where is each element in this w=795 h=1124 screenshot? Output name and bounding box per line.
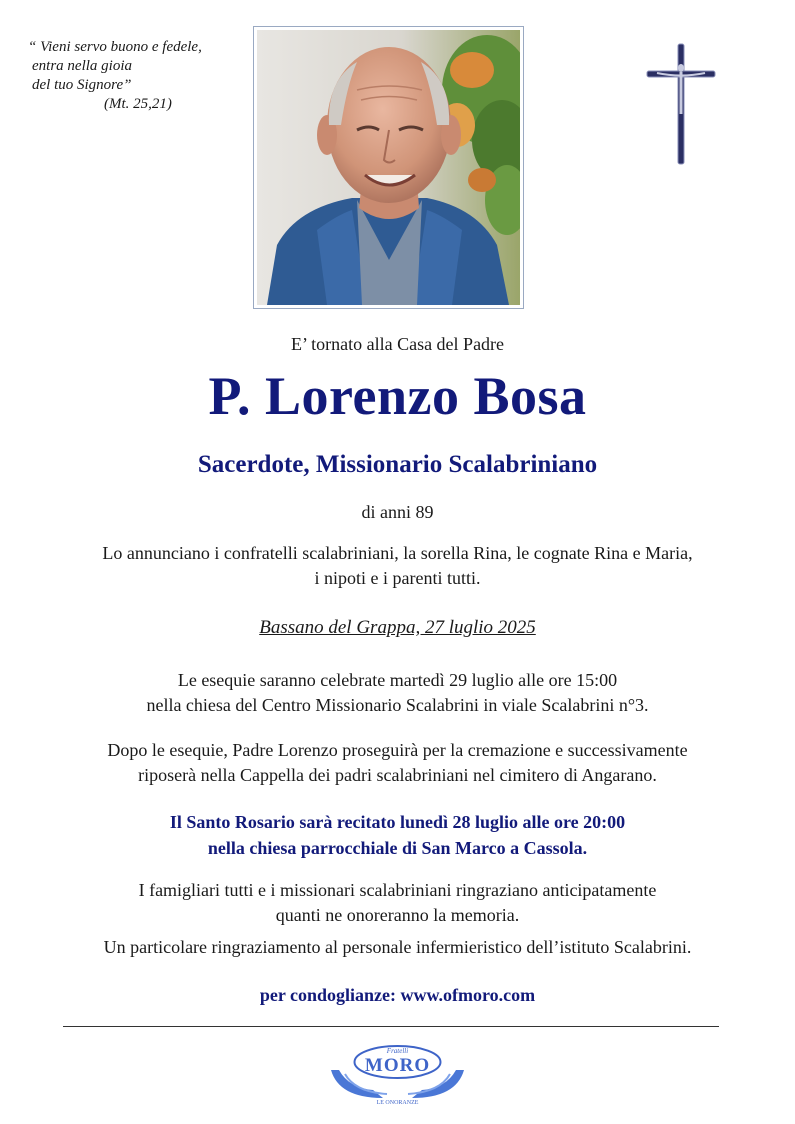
portrait-frame (253, 26, 524, 309)
deceased-role: Sacerdote, Missionario Scalabriniano (197, 451, 598, 478)
company-logo (325, 1040, 470, 1106)
logo-bottom-text: LE ONORANZE (376, 1100, 419, 1106)
burial-line-1: Dopo le esequie, Padre Lorenzo proseguirà per la cremazione e successivamente (107, 740, 688, 760)
rosary-line-2: nella chiesa parrocchiale di San Marco a Cassola. (207, 838, 588, 858)
rosary-info (0, 809, 795, 861)
thanks-line-1: I famigliari tutti e i missionari scalabriniani ringraziano anticipatamente (138, 880, 657, 900)
rosary-line-1: Il Santo Rosario sarà recitato lunedì 28 luglio alle ore 20:00 (169, 812, 626, 832)
divider (63, 1026, 719, 1027)
condolences-link[interactable]: per condoglianze: www.ofmoro.com (259, 985, 536, 1005)
quote-line-1: “ Vieni servo buono e fedele, (28, 39, 202, 55)
crucifix-icon (645, 42, 717, 167)
announcement-line-1: Lo annunciano i confratelli scalabriniani, la sorella Rina, le cognate Rina e Maria, (102, 543, 693, 563)
burial-line-2: riposerà nella Cappella dei padri scalabriniani nel cimitero di Angarano. (138, 765, 657, 785)
intro-text: E’ tornato alla Casa del Padre (290, 334, 505, 354)
place-date-text: Bassano del Grappa, 27 luglio 2025 (259, 617, 536, 638)
deceased-name: P. Lorenzo Bosa (208, 366, 587, 426)
thanks-staff: Un particolare ringraziamento al personale infermieristico dell’istituto Scalabrini. (103, 937, 692, 957)
bible-quote (28, 38, 202, 114)
quote-line-3: del tuo Signore” (32, 77, 132, 93)
funeral-line-1: Le esequie saranno celebrate martedì 29 luglio alle ore 15:00 (177, 670, 618, 690)
announcement-line-2: i nipoti e i parenti tutti. (314, 568, 481, 588)
announcement (0, 541, 795, 591)
portrait-photo (257, 30, 520, 305)
funeral-info (0, 668, 795, 718)
thanks-line-2: quanti ne onoreranno la memoria. (275, 905, 520, 925)
logo-top-text: Fratelli (386, 1047, 409, 1055)
place-date (0, 617, 795, 639)
deceased-age: di anni 89 (361, 502, 434, 522)
burial-info (0, 738, 795, 788)
quote-line-2: entra nella gioia (32, 58, 132, 74)
thanks-info (0, 878, 795, 928)
quote-reference: (Mt. 25,21) (104, 96, 172, 112)
logo-main-text: MORO (364, 1055, 431, 1076)
funeral-line-2: nella chiesa del Centro Missionario Scalabrini in viale Scalabrini n°3. (146, 695, 649, 715)
